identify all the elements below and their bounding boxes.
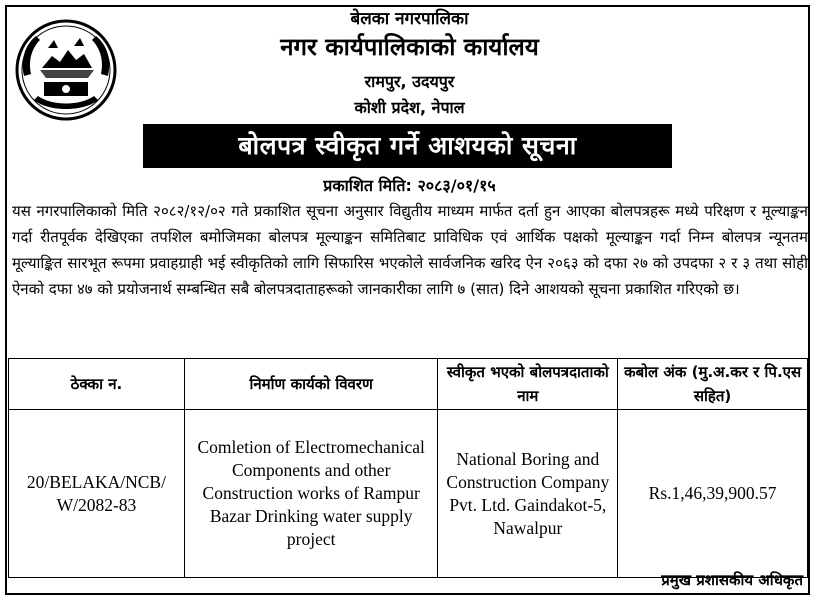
notice-title-banner: बोलपत्र स्वीकृत गर्ने आशयको सूचना: [143, 124, 672, 168]
header-bidder: स्वीकृत भएको बोलपत्रदाताको नाम: [438, 359, 618, 410]
header-description: निर्माण कार्यको विवरण: [184, 359, 438, 410]
bid-table: [8, 358, 808, 578]
cell-contract-no: 20/BELAKA/NCB/ W/2082-83: [9, 410, 185, 578]
header-amount: कबोल अंक (मु.अ.कर र पि.एस सहित): [618, 359, 808, 410]
signature-title: प्रमुख प्रशासकीय अधिकृत: [661, 571, 803, 589]
office-address: रामपुर, उदयपुर: [364, 72, 455, 91]
cell-description: Comletion of Electromechanical Components and other Construction works of Rampur Bazar Drinking water supply project: [184, 410, 438, 578]
bid-table-header-row: [9, 359, 808, 410]
cell-bidder: National Boring and Construction Company Pvt. Ltd. Gaindakot-5, Nawalpur: [438, 410, 618, 578]
cell-amount: Rs.1,46,39,900.57: [618, 410, 808, 578]
notice-body: यस नगरपालिकाको मिति २०८२/१२/०२ गते प्रकाशित सूचना अनुसार विद्युतीय माध्यम मार्फत दर्ता हुन आएका बोलपत्रहरू मध्ये परिक्षण र मूल्याङ्कन गर्दा रीतपूर्वक देखिएका तपशिल बमोजिमका बोलपत्र मूल्याङ्कन समितिबाट प्राविधिक एवं आर्थिक पक्षको मूल्याङ्कन गर्दा निम्न बोलपत्र न्यूनतम मूल्याङ्कित सारभूत रूपमा प्रवाहग्राही भई स्वीकृतिको लागि सिफारिस भएकोले सार्वजनिक खरिद ऐन २०६३ को दफा २७ को उपदफा २ र ३ तथा सोही ऐनको दफा ४७ को प्रयोजनार्थ सम्बन्धित सबै बोलपत्रदाताहरूको जानकारीका लागि ७ (सात) दिने आशयको सूचना प्रकाशित गरिएको छ।: [12, 202, 808, 298]
office-province: कोशी प्रदेश, नेपाल: [354, 98, 465, 117]
header-contract-no: ठेक्का न.: [9, 359, 185, 410]
office-name: नगर कार्यपालिकाको कार्यालय: [280, 33, 539, 61]
table-row: [9, 410, 808, 578]
published-date: प्रकाशित मिति: २०८३/०१/१५: [323, 176, 496, 195]
municipality-name: बेलका नगरपालिका: [350, 9, 469, 29]
